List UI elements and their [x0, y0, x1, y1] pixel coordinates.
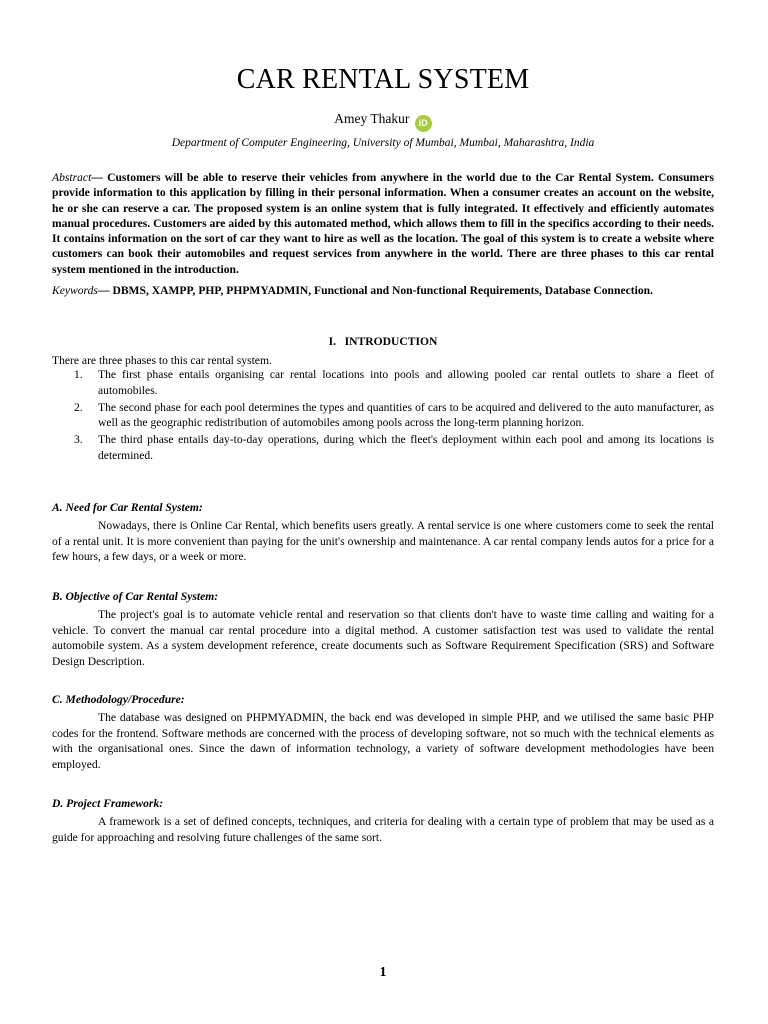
list-item-number: 3.: [74, 433, 83, 446]
list-item-text: The first phase entails organising car rental locations into pools and allowing pooled car rental outlets to share a fleet of automobiles.: [98, 368, 714, 397]
keywords-label: Keywords: [52, 284, 98, 297]
list-item-text: The second phase for each pool determines the types and quantities of cars to be acquired and delivered to the auto manufacturer, as well as the geographic redistribution of automobiles among pools across the long-term planning horizon.: [98, 400, 714, 429]
affiliation: Department of Computer Engineering, University of Mumbai, Mumbai, Maharashtra, India: [171, 137, 595, 149]
section-heading-introduction: I. INTRODUCTION: [328, 335, 438, 348]
paper-title: CAR RENTAL SYSTEM: [236, 64, 530, 95]
subsection-heading-framework: D. Project Framework:: [52, 797, 164, 810]
list-item-number: 1.: [74, 368, 83, 381]
keywords: [52, 283, 714, 298]
orcid-icon[interactable]: iD: [415, 115, 432, 132]
list-item-text: The third phase entails day-to-day operations, during which the fleet's deployment within each pool and among its locations is determined.: [98, 433, 714, 462]
subsection-text-framework: A framework is a set of defined concepts, techniques, and criteria for dealing with a certain type of problem that may be used as a guide for approaching and resolving future challenges of the same sort.: [52, 815, 714, 844]
list-item: [52, 400, 714, 431]
abstract-label: Abstract: [52, 171, 92, 184]
subsection-text-need: Nowadays, there is Online Car Rental, which benefits users greatly. A rental service is one where customers come to seek the rental of a rental unit. It is more convenient than paying for the unit's ownership and maintenance. A car rental company lends autos for a price for a few hours, a few days, or a week or more.: [52, 519, 714, 564]
phase-list: [52, 367, 714, 465]
list-item-number: 2.: [74, 400, 83, 414]
list-item: [52, 432, 714, 463]
abstract-text: — Customers will be able to reserve their vehicles from anywhere in the world due to the Car Rental System. Consumers provide information to this application by filling in their personal information. When a consumer creates an account on the website, he or she can reserve a car. The proposed system is an online system that is fully integrated. It effectively and efficiently automates manual procedures. Customers are aided by this automated method, which allows them to fill in the specifics according to their needs. It contains information on the sort of car they want to hire as well as the location. The goal of this system is to create a website where customers can book their automobiles and request services from anywhere in the world. There are three phases to this car rental system mentioned in the introduction.: [52, 171, 714, 276]
list-item: [52, 367, 714, 398]
author-line: [52, 111, 714, 132]
subsection-heading-need: A. Need for Car Rental System:: [52, 501, 203, 514]
subsection-text-methodology: The database was designed on PHPMYADMIN, the back end was developed in simple PHP, and we utilised the same basic PHP codes for the frontend. Software methods are concerned with the process of developing software, not so much with the technical elements as with the organisational ones. Since the dawn of information technology, a variety of software development methodologies have been employed.: [52, 711, 714, 771]
subsection-heading-objective: B. Objective of Car Rental System:: [52, 590, 219, 603]
page-number: 1: [379, 965, 387, 980]
introduction-lead: There are three phases to this car rental system.: [52, 354, 272, 367]
subsection-text-objective: The project's goal is to automate vehicle rental and reservation so that clients don't have to waste time calling and waiting for a vehicle. To convert the manual car rental procedure into a digital method. A customer satisfaction test was used to validate the rental automobile system. As a system development reference, create documents such as Software Requirement Specification (SRS) and Software Design Description.: [52, 608, 714, 668]
subsection-heading-methodology: C. Methodology/Procedure:: [52, 693, 185, 706]
abstract: [52, 170, 714, 277]
keywords-text: — DBMS, XAMPP, PHP, PHPMYADMIN, Functional and Non-functional Requirements, Database Connection.: [97, 284, 653, 297]
author-name: Amey Thakur: [334, 111, 410, 126]
